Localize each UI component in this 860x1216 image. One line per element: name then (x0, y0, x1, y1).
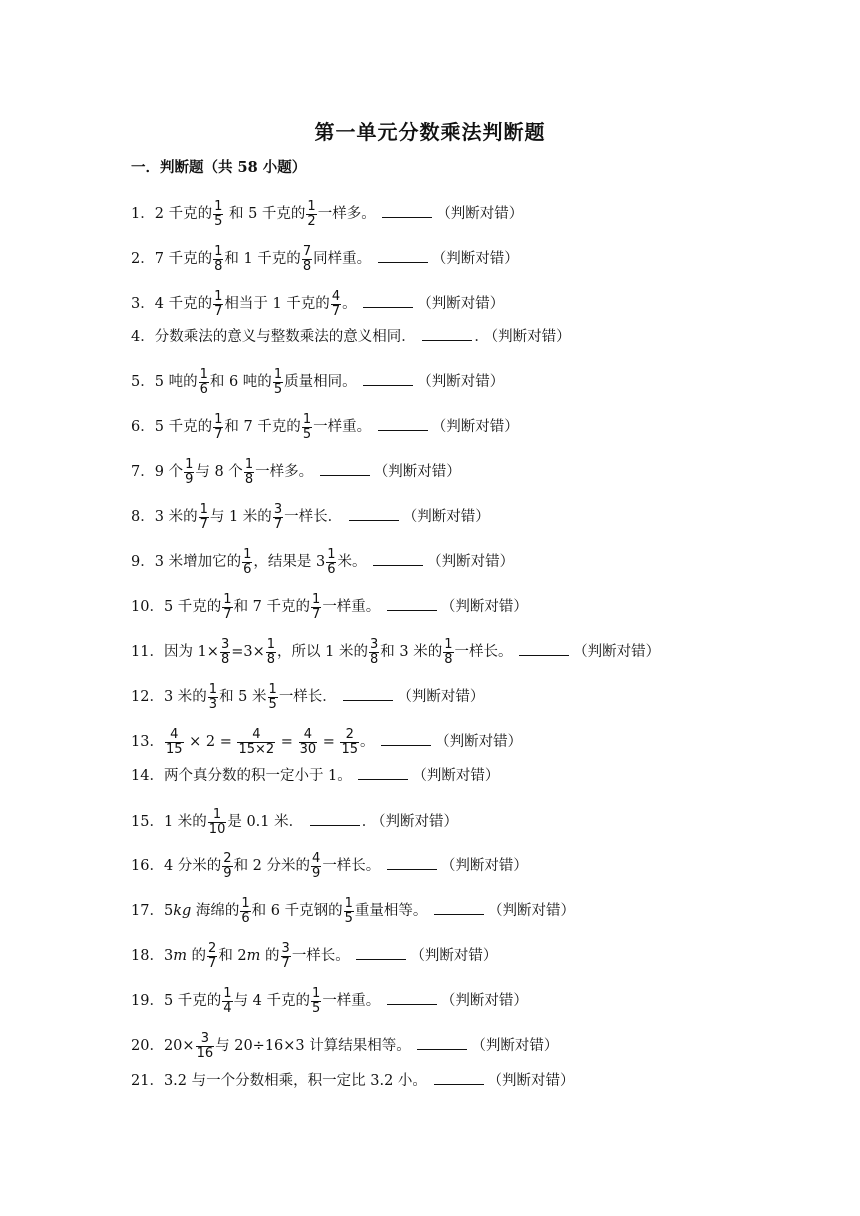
question-item (131, 852, 528, 880)
question-text: 。 (342, 296, 357, 313)
fraction: $\frac{1}{5}$ (312, 986, 321, 1016)
fraction: $\frac{1}{3}$ (208, 682, 218, 712)
question-text: 9 个 (154, 464, 184, 481)
question-text: 和 7 千克的 (233, 599, 311, 616)
fraction: $\frac{1}{5}$ (268, 682, 277, 712)
question-text: 与 4 千克的 (233, 993, 311, 1010)
question-number: 6． (131, 419, 155, 436)
question-text: 3 米增加它的 (154, 554, 242, 571)
fraction: $\frac{3}{7}$ (273, 502, 283, 532)
answer-blank[interactable] (387, 598, 437, 611)
fraction: $\frac{2}{7}$ (208, 941, 217, 971)
judge-tag: （判断对错） (373, 464, 461, 481)
question-number: 10． (131, 599, 164, 616)
question-item (131, 458, 461, 486)
question-item (131, 942, 497, 970)
fraction: $\frac{1}{6}$ (199, 367, 208, 397)
question-text: 与 20÷16×3 计算结果相等。 (215, 1038, 411, 1055)
question-text: 2 千克的 (154, 206, 213, 223)
fraction: $\frac{1}{4}$ (223, 986, 232, 1016)
judge-tag: （判断对错） (573, 644, 661, 661)
answer-blank[interactable] (387, 992, 437, 1005)
fraction: $\frac{1}{8}$ (244, 457, 254, 487)
question-text: 米。 (337, 554, 367, 571)
question-text: 和 7 千克的 (224, 419, 301, 436)
question-number: 4． (131, 329, 155, 345)
page-title: 第一单元分数乘法判断题 (314, 120, 546, 144)
question-text: =3× (231, 644, 265, 661)
question-item (131, 413, 519, 441)
question-text: 与 1 米的 (209, 509, 272, 526)
question-text: 和 2 (218, 948, 247, 965)
judge-tag: （判断对错） (410, 948, 498, 965)
answer-blank[interactable] (310, 813, 360, 826)
judge-tag: （判断对错） (487, 1073, 575, 1089)
question-text: = (276, 734, 298, 751)
fraction: $\frac{1}{2}$ (307, 199, 316, 229)
question-text: 因为 1× (163, 644, 219, 661)
judge-tag: （判断对错） (417, 296, 505, 313)
question-suffix: ． (361, 814, 377, 831)
question-text: 的 (260, 948, 280, 965)
question-text: 5 (163, 903, 174, 920)
question-number: 17． (131, 903, 164, 920)
question-text: 5 吨的 (154, 374, 198, 391)
fraction: $\frac{1}{7}$ (223, 592, 232, 622)
question-number: 14． (131, 768, 164, 784)
question-text: ，结果是 3 (253, 554, 326, 571)
question-text: 4 千克的 (154, 296, 213, 313)
fraction: $\frac{1}{8}$ (266, 637, 276, 667)
question-number: 1． (131, 206, 155, 223)
question-text: 海绵的 (191, 903, 240, 920)
question-text: 一样长。 (322, 858, 381, 875)
question-text: 5 千克的 (163, 599, 222, 616)
question-item (131, 638, 660, 666)
question-suffix: ． (474, 329, 489, 345)
question-number: 5． (131, 374, 155, 391)
judge-tag: （判断对错） (427, 554, 515, 571)
fraction: $\frac{4}{15}$ (165, 727, 183, 757)
question-number: 7． (131, 464, 155, 481)
question-text: 5 千克的 (163, 993, 222, 1010)
question-number: 3． (131, 296, 155, 313)
question-text: 一样重。 (313, 419, 372, 436)
judge-tag: （判断对错） (397, 689, 485, 706)
question-item (131, 1032, 558, 1060)
answer-blank[interactable] (381, 733, 431, 746)
judge-tag: （判断对错） (402, 509, 490, 526)
question-text: 和 5 千克的 (224, 206, 306, 223)
question-number: 18． (131, 948, 164, 965)
fraction: $\frac{3}{7}$ (281, 941, 290, 971)
fraction: $\frac{1}{5}$ (302, 412, 312, 442)
fraction: $\frac{1}{7}$ (199, 502, 208, 532)
judge-tag: （判断对错） (490, 329, 571, 345)
question-text: m (173, 948, 187, 965)
question-text: 和 2 分米的 (233, 858, 311, 875)
fraction: $\frac{1}{8}$ (444, 637, 453, 667)
question-item (131, 328, 571, 345)
question-number: 8． (131, 509, 155, 526)
answer-blank[interactable] (363, 295, 413, 308)
fraction: $\frac{1}{8}$ (214, 244, 223, 274)
judge-tag: （判断对错） (440, 599, 528, 616)
question-text: 和 5 米 (219, 689, 267, 706)
fraction: $\frac{4}{7}$ (331, 289, 341, 319)
question-text: 一样长。 (454, 644, 513, 661)
answer-blank[interactable] (378, 250, 428, 263)
answer-blank[interactable] (356, 947, 406, 960)
fraction: $\frac{4}{15\times 2}$ (238, 727, 275, 757)
question-text: 一样重。 (322, 599, 381, 616)
question-text: 1 米的 (163, 814, 207, 831)
question-number: 20． (131, 1038, 164, 1055)
question-number: 11． (131, 644, 164, 661)
judge-tag: （判断对错） (436, 206, 524, 223)
question-item (131, 808, 458, 836)
question-text: 4 分米的 (163, 858, 222, 875)
question-text: 3.2 与一个分数相乘，积一定比 3.2 小。 (163, 1073, 427, 1089)
fraction: $\frac{1}{6}$ (241, 896, 250, 926)
fraction: $\frac{3}{8}$ (220, 637, 230, 667)
question-text: 两个真分数的积一定小于 1。 (163, 768, 352, 784)
question-item (131, 728, 522, 756)
answer-blank[interactable] (358, 767, 408, 780)
question-text: 一样长。 (291, 948, 350, 965)
answer-blank[interactable] (373, 553, 423, 566)
fraction: $\frac{1}{7}$ (214, 289, 223, 319)
judge-tag: （判断对错） (378, 814, 458, 831)
question-text: 相当于 1 千克的 (224, 296, 330, 313)
question-text: ，所以 1 米的 (277, 644, 368, 661)
answer-blank[interactable] (434, 902, 484, 915)
question-item (131, 548, 514, 576)
answer-blank[interactable] (320, 463, 370, 476)
answer-blank[interactable] (422, 328, 472, 341)
question-text: 质量相同。 (284, 374, 357, 391)
question-text: kg (173, 903, 192, 920)
question-text: m (246, 948, 261, 965)
question-item (131, 1072, 575, 1089)
question-item (131, 767, 499, 784)
answer-blank[interactable] (434, 1072, 484, 1085)
fraction: $\frac{1}{10}$ (208, 807, 226, 837)
judge-tag: （判断对错） (440, 858, 528, 875)
section-heading: 一．判断题（共 58 小题） (131, 159, 307, 176)
fraction: $\frac{1}{7}$ (214, 412, 223, 442)
answer-blank[interactable] (387, 857, 437, 870)
question-item (131, 593, 528, 621)
question-text: 和 6 千克钢的 (251, 903, 343, 920)
question-text: 3 米的 (154, 509, 198, 526)
fraction: $\frac{4}{9}$ (312, 851, 321, 881)
question-number: 16． (131, 858, 164, 875)
answer-blank[interactable] (382, 205, 432, 218)
fraction: $\frac{1}{5}$ (214, 199, 223, 229)
fraction: $\frac{1}{5}$ (344, 896, 353, 926)
fraction: $\frac{2}{9}$ (223, 851, 232, 881)
question-text: 和 6 吨的 (209, 374, 272, 391)
question-text: 3 (163, 948, 174, 965)
question-number: 2． (131, 251, 155, 268)
question-text: 同样重。 (313, 251, 372, 268)
question-text: 一样重。 (322, 993, 381, 1010)
answer-blank[interactable] (343, 688, 393, 701)
question-text: 。 (360, 734, 375, 751)
fraction: $\frac{1}{9}$ (185, 457, 194, 487)
question-text: 3 米的 (163, 689, 207, 706)
judge-tag: （判断对错） (412, 768, 500, 784)
judge-tag: （判断对错） (435, 734, 523, 751)
fraction: $\frac{3}{16}$ (196, 1031, 214, 1061)
question-text: 一样多。 (255, 464, 314, 481)
question-text: 和 3 米的 (380, 644, 443, 661)
fraction: $\frac{1}{6}$ (327, 547, 336, 577)
fraction: $\frac{3}{8}$ (369, 637, 379, 667)
question-item (131, 245, 519, 273)
question-number: 13． (131, 734, 164, 751)
question-text: 的 (186, 948, 207, 965)
question-item (131, 200, 523, 228)
judge-tag: （判断对错） (488, 903, 575, 920)
judge-tag: （判断对错） (431, 251, 519, 268)
question-text: 与 8 个 (195, 464, 243, 481)
judge-tag: （判断对错） (431, 419, 519, 436)
answer-blank[interactable] (349, 508, 399, 521)
question-text: 是 0.1 米． (227, 814, 304, 831)
question-text: 7 千克的 (154, 251, 213, 268)
question-text: = (318, 734, 340, 751)
question-item (131, 290, 504, 318)
question-text: 和 1 千克的 (224, 251, 301, 268)
fraction: $\frac{2}{15}$ (341, 727, 359, 757)
question-item (131, 897, 575, 925)
question-text: 一样长． (278, 689, 337, 706)
fraction: $\frac{1}{7}$ (312, 592, 321, 622)
answer-blank[interactable] (519, 643, 569, 656)
judge-tag: （判断对错） (440, 993, 528, 1010)
answer-blank[interactable] (363, 373, 413, 386)
question-text: × 2 = (184, 734, 237, 751)
question-text: 重量相等。 (354, 903, 428, 920)
judge-tag: （判断对错） (417, 374, 505, 391)
answer-blank[interactable] (417, 1037, 467, 1050)
question-item (131, 987, 528, 1015)
fraction: $\frac{7}{8}$ (302, 244, 312, 274)
fraction: $\frac{1}{6}$ (243, 547, 252, 577)
question-text: 20× (163, 1038, 195, 1055)
question-text: 一样长． (284, 509, 343, 526)
judge-tag: （判断对错） (471, 1038, 559, 1055)
question-text: 分数乘法的意义与整数乘法的意义相同． (154, 329, 416, 345)
answer-blank[interactable] (378, 418, 428, 431)
question-item (131, 368, 504, 396)
fraction: $\frac{1}{5}$ (273, 367, 283, 397)
fraction: $\frac{4}{30}$ (299, 727, 317, 757)
question-number: 21． (131, 1073, 164, 1089)
question-text: 一样多。 (317, 206, 376, 223)
question-text: 5 千克的 (154, 419, 213, 436)
question-number: 15． (131, 814, 164, 831)
question-item (131, 683, 484, 711)
question-number: 19． (131, 993, 164, 1010)
question-number: 9． (131, 554, 155, 571)
question-item (131, 503, 490, 531)
question-number: 12． (131, 689, 164, 706)
